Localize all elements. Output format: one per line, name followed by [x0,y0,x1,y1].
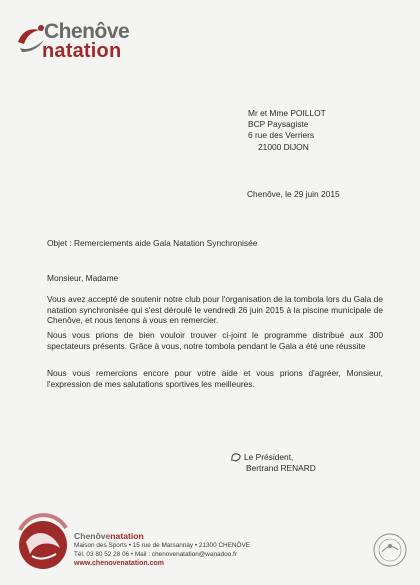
handwritten-signature-icon [230,451,244,463]
footer-club-emblem-icon [12,512,74,574]
federation-seal-icon [368,530,412,578]
recipient-name: Mr et Mme POILLOT [248,108,326,118]
letter-subject: Objet : Remerciements aide Gala Natation Synchronisée [47,238,258,248]
logo-title-bottom: natation [42,40,122,62]
footer-brand [74,532,250,541]
recipient-city: 21000 DIJON [258,141,309,152]
footer-website-link[interactable]: www.chenovenatation.com [74,560,164,567]
footer-contact [74,532,250,568]
footer-brand-part-a: Chenôve [74,531,111,541]
recipient-company: BCP Paysagiste [248,119,309,130]
footer-phone-mail: Tél. 03 80 52 28 06 • Mail : chenovenatation@wanadoo.fr [74,551,237,558]
signatory-name: Bertrand RENARD [246,463,316,473]
signature-block [238,452,316,474]
footer-brand-part-b: natation [110,531,144,541]
letter-date: Chenôve, le 29 juin 2015 [247,189,340,199]
body-paragraph-3: Nous vous remercions encore pour votre aide et vous prions d'agréer, Monsieur, l'expression de mes salutations sportives les meilleures. [47,368,383,389]
footer-address: Maison des Sports • 15 rue de Marsannay • 21300 CHENÔVE [74,542,251,549]
club-logo [14,18,149,62]
body-paragraph-2: Nous vous prions de bien vouloir trouver ci-joint le programme distribué aux 300 spectateurs présents. Grâce à vous, notre tombola pendant le Gala a été une réussite [47,330,383,351]
logo-title-top: Chenôve [44,20,130,43]
signatory-title: Le Président, [244,452,294,462]
letter-salutation: Monsieur, Madame [47,273,119,283]
recipient-address [248,108,326,153]
body-paragraph-1: Vous avez accepté de soutenir notre club pour l'organisation de la tombola lors du Gala de natation synchronisée qui s'est déroulé le vendredi 26 juin 2015 à la piscine municipale de Chenôve, et nous tenons à vous en remercier. [47,294,383,325]
recipient-street: 6 rue des Verriers [248,130,315,141]
